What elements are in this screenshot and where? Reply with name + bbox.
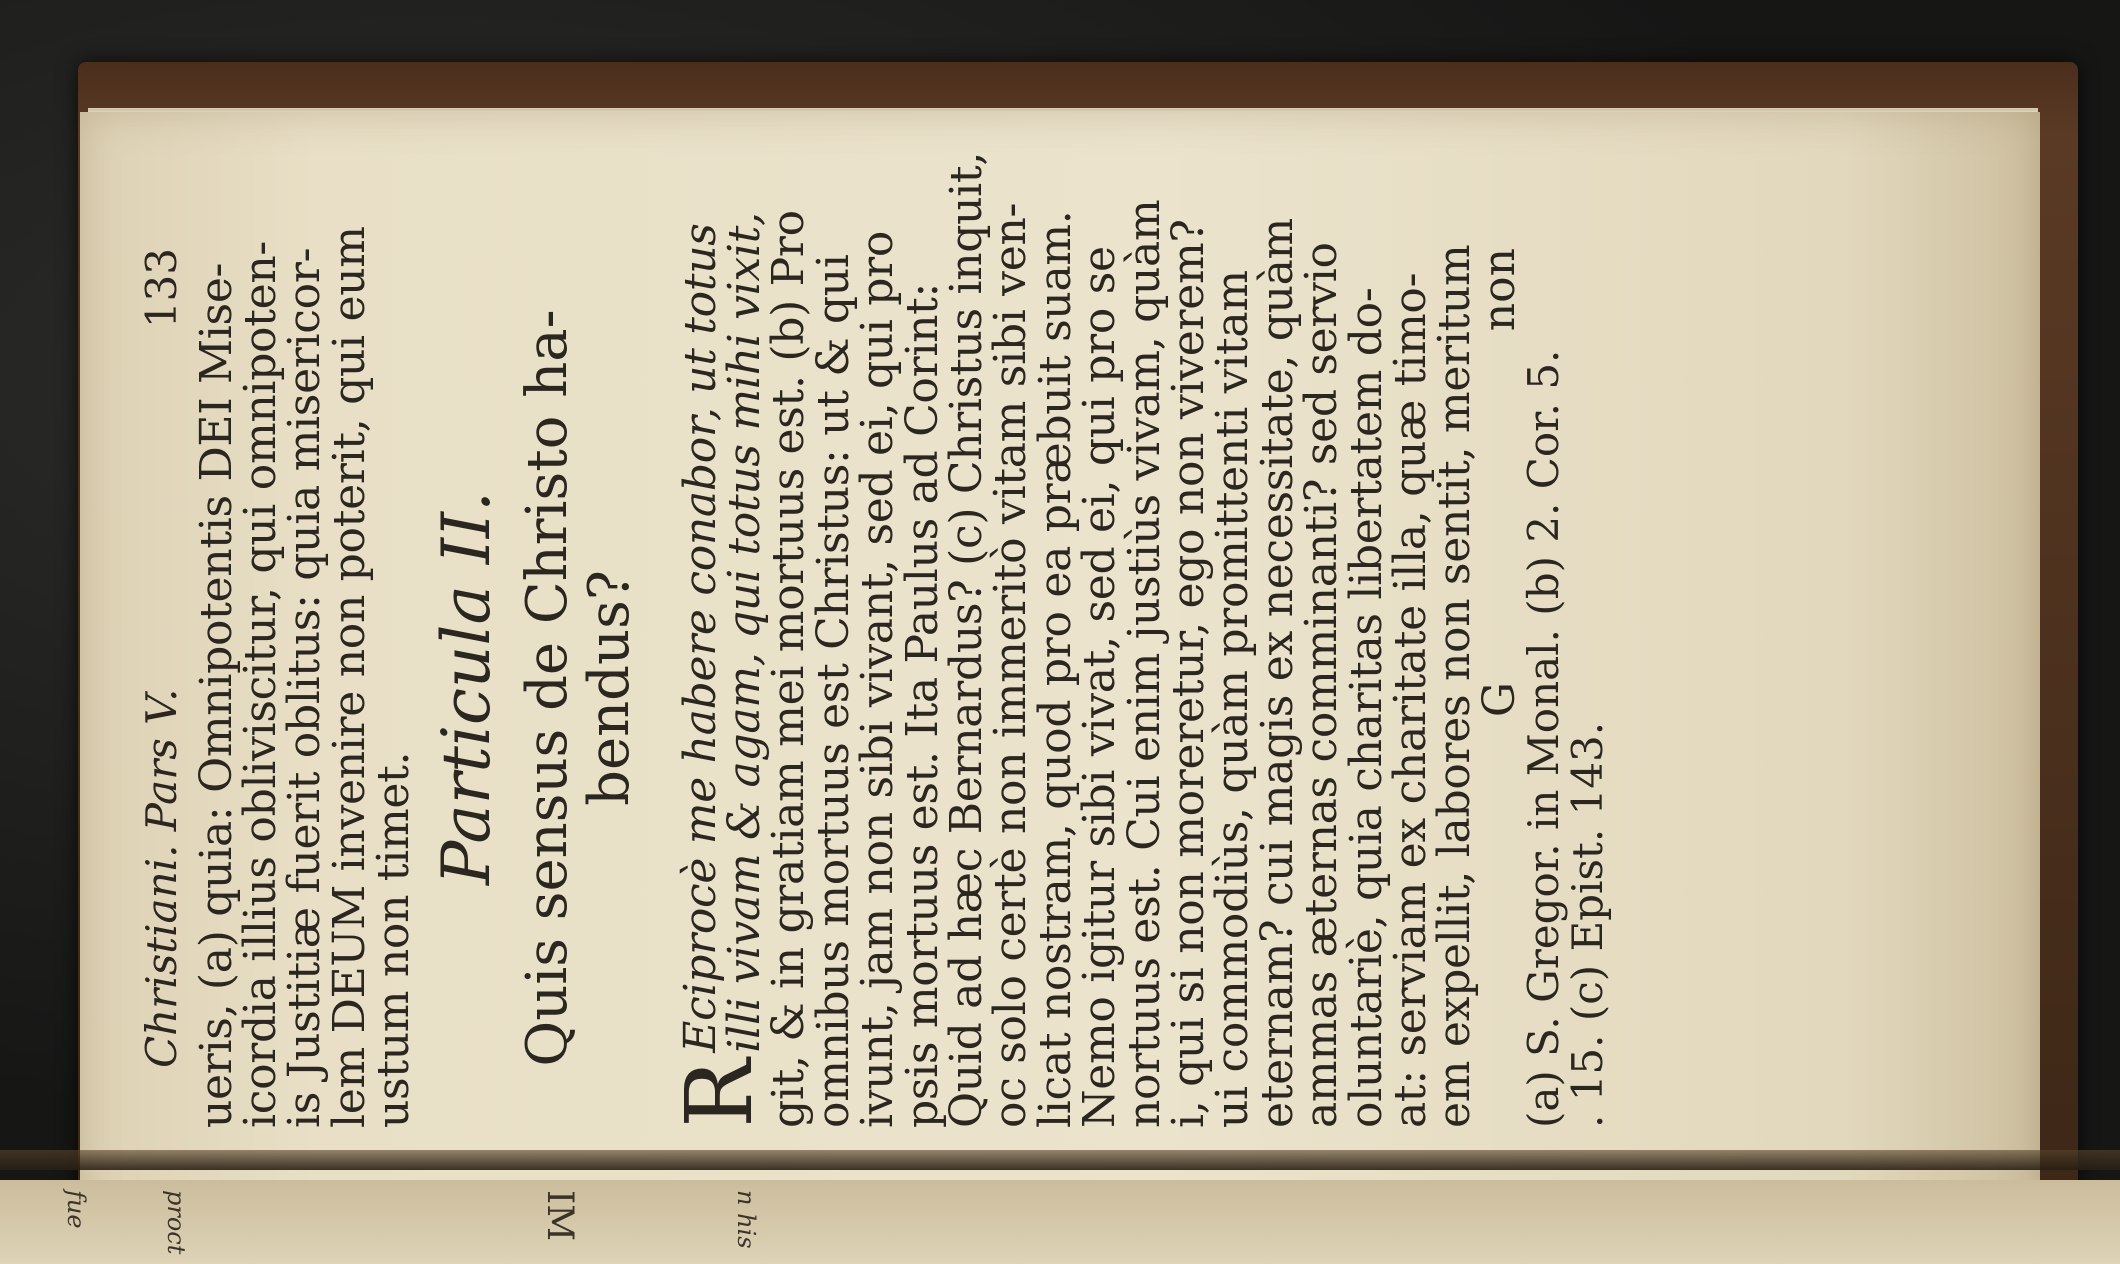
text-line: i, qui si non moreretur, ego non viverem?	[1163, 219, 1214, 1128]
page-text-block	[137, 151, 1613, 1128]
facing-fragment: proct	[162, 1190, 190, 1255]
page-header	[137, 248, 186, 1128]
facing-fragment: fue	[62, 1190, 90, 1229]
text-line: licat nostram, quod pro ea præbuit suam.	[1029, 210, 1081, 1128]
text-line: icordia illius obliviscitur, qui omnipoten-	[234, 241, 286, 1128]
text-line: Eciprocè me habere conabor, ut totus	[674, 223, 726, 1053]
text-line: Nemo igitur sibi vivat, sed ei, qui pro se	[1074, 246, 1126, 1128]
text-line: nortuus est. Cui enim justiùs vivam, quàm	[1118, 199, 1170, 1128]
text-line: omnibus mortuus est Christus: ut & qui	[807, 254, 859, 1128]
text-line: eternam? cui magis ex necessitate, quàm	[1251, 218, 1303, 1128]
text-line: git, & in gratiam mei mortuus est. (b) Pro	[763, 210, 815, 1128]
drop-cap: R	[665, 1058, 773, 1128]
text-line: ui commodiùs, quàm promittenti vitam	[1207, 270, 1259, 1128]
book-gutter	[0, 1150, 2120, 1170]
text-line: em expellit, labores non sentit, meritum	[1429, 244, 1481, 1128]
section-question	[514, 248, 642, 1128]
text-line: oluntariè, quia charitas libertatem do-	[1340, 287, 1392, 1128]
text-line: oc solo certè non immeritò vitam sibi ven-	[985, 202, 1037, 1128]
catchword: non	[1473, 248, 1525, 332]
footnote-line: (a) S. Gregor. in Monal. (b) 2. Cor. 5.	[1519, 349, 1569, 1128]
page-foot	[1473, 248, 1525, 1128]
text-line: ivunt, jam non sibi vivant, sed ei, qui pro	[852, 230, 904, 1128]
footnote-line: . 15. (c) Epist. 143.	[1563, 721, 1613, 1128]
page-number: 133	[137, 248, 186, 329]
text-line: ueris, (a) quia: Omnipotentis DEI Mise-	[190, 262, 242, 1128]
text-line: lem DEUM invenire non poterit, qui eum	[323, 226, 375, 1128]
running-title: Christiani. Pars V.	[137, 688, 186, 1068]
footnotes	[1519, 248, 1613, 1128]
text-line: illi vivam & agam, qui totus mihi vixit,	[718, 212, 770, 1053]
text-line: is Justitiæ fuerit oblitus: quia misericor-	[279, 247, 331, 1128]
signature-mark: G	[1473, 682, 1525, 718]
text-line: ustum non timet.	[368, 751, 420, 1128]
facing-fragment: n his	[732, 1190, 760, 1249]
text-line: ammas æternas comminanti? sed servio	[1296, 242, 1348, 1128]
main-paragraph	[665, 151, 1481, 1128]
facing-fragment: IM	[539, 1190, 580, 1242]
facing-page	[0, 1180, 2120, 1264]
text-line: Quid ad hæc Bernardus? (c) Christus inquit,	[940, 151, 992, 1128]
text-line: psis mortuus est. Ita Paulus ad Corint:	[896, 282, 948, 1128]
text-line: at: serviam ex charitate illa, quæ timo-	[1385, 272, 1437, 1128]
section-heading: Particula II.	[427, 491, 505, 886]
question-line: bendus?	[576, 570, 642, 806]
question-line: Quis sensus de Christo ha-	[514, 309, 580, 1067]
opening-paragraph	[190, 226, 420, 1128]
